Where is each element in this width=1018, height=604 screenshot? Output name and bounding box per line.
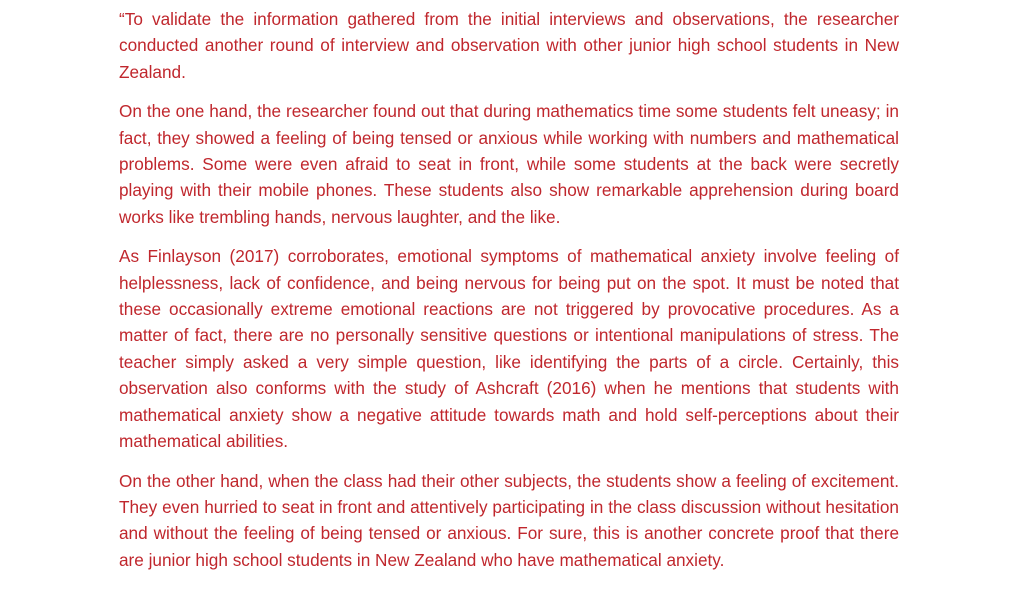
document-body [119, 6, 899, 573]
paragraph-observation: On the one hand, the researcher found out that during mathematics time some students felt uneasy; in fact, they showed a feeling of being tensed or anxious while working with numbers and mathematical problems. Some were even afraid to seat in front, while some students at the back were secretly playing with their mobile phones. These students also show remarkable apprehension during board works like trembling hands, nervous laughter, and the like. [119, 101, 899, 227]
paragraph-intro: “To validate the information gathered from the initial interviews and observations, the researcher conducted another round of interview and observation with other junior high school students in New Zealand. [119, 9, 899, 82]
paragraph-conclusion: On the other hand, when the class had their other subjects, the students show a feeling of excitement. They even hurried to seat in front and attentively participating in the class discussion without hesitation and without the feeling of being tensed or anxious. For sure, this is another concrete proof that there are junior high school students in New Zealand who have mathematical anxiety. [119, 470, 899, 570]
paragraph-literature: As Finlayson (2017) corroborates, emotional symptoms of mathematical anxiety involve feeling of helplessness, lack of confidence, and being nervous for being put on the spot. It must be noted that these occasionally extreme emotional reactions are not triggered by provocative procedures. As a matter of fact, there are no personally sensitive questions or intentional manipulations of stress. The teacher simply asked a very simple question, like identifying the parts of a circle. Certainly, this observation also conforms with the study of Ashcraft (2016) when he mentions that students with mathematical anxiety show a negative attitude towards math and hold self-perceptions about their mathematical abilities. [119, 246, 899, 452]
